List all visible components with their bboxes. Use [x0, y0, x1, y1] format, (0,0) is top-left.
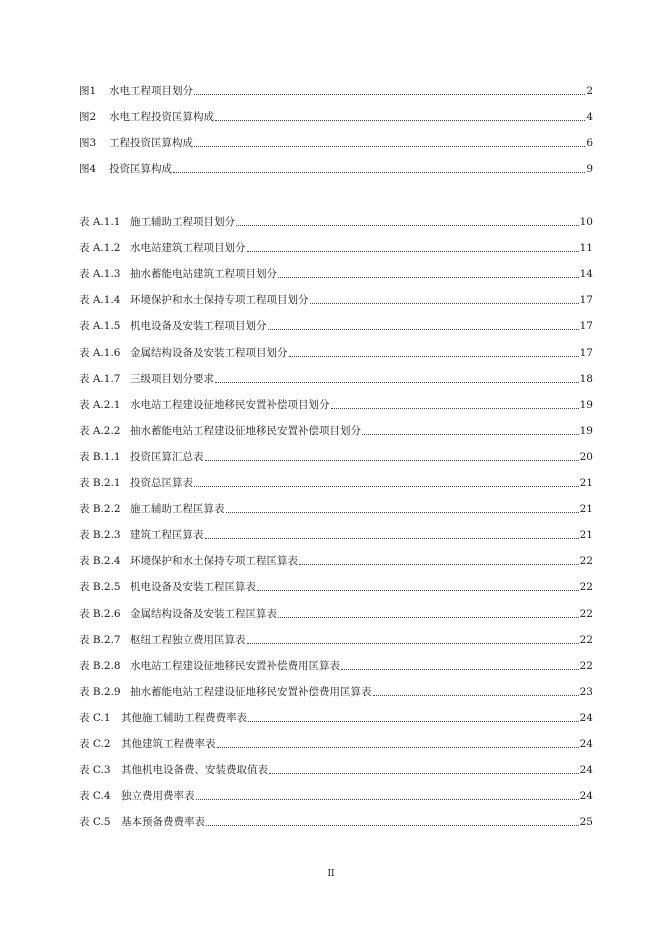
table-page-number: 19: [579, 399, 593, 411]
table-page-number: 25: [579, 816, 593, 828]
dot-leader: [331, 408, 579, 409]
table-title: 抽水蓄能电站建筑工程项目划分: [130, 268, 277, 280]
figure-title: 投资匡算构成: [109, 163, 172, 175]
table-title: 环境保护和水土保持专项工程项目划分: [130, 294, 309, 306]
dot-leader: [194, 94, 585, 95]
table-label: 表 B.2.9: [79, 686, 121, 698]
table-entry[interactable]: [79, 474, 593, 490]
dot-leader: [257, 590, 579, 591]
figure-label: 图2: [79, 111, 97, 123]
dot-leader: [226, 512, 579, 513]
table-entry[interactable]: [79, 605, 593, 621]
table-entry[interactable]: [79, 396, 593, 412]
table-entry[interactable]: [79, 344, 593, 360]
figure-page-number: 2: [586, 85, 593, 97]
table-page-number: 14: [579, 268, 593, 280]
table-page-number: 22: [579, 581, 593, 593]
table-entry[interactable]: [79, 813, 593, 829]
dot-leader: [194, 486, 579, 487]
figure-entry[interactable]: [79, 160, 593, 176]
table-page-number: 22: [579, 660, 593, 672]
dot-leader: [215, 120, 585, 121]
table-entry[interactable]: [79, 631, 593, 647]
table-page-number: 17: [579, 347, 593, 359]
table-page-number: 24: [579, 712, 593, 724]
dot-leader: [299, 564, 579, 565]
table-title: 金属结构设备及安装工程项目划分: [130, 347, 288, 359]
table-entry[interactable]: [79, 735, 593, 751]
dot-leader: [373, 695, 579, 696]
table-entry[interactable]: [79, 448, 593, 464]
table-title: 投资匡算汇总表: [130, 451, 204, 463]
dot-leader: [205, 460, 579, 461]
table-title: 枢纽工程独立费用匡算表: [130, 634, 246, 646]
figure-label: 图1: [79, 85, 97, 97]
table-page-number: 10: [579, 216, 593, 228]
dot-leader: [173, 172, 585, 173]
table-label: 表 A.1.5: [79, 320, 121, 332]
table-label: 表 C.2: [79, 738, 111, 750]
dot-leader: [236, 225, 579, 226]
table-title: 抽水蓄能电站工程建设征地移民安置补偿项目划分: [130, 425, 361, 437]
table-label: 表 B.2.3: [79, 529, 121, 541]
dot-leader: [341, 669, 579, 670]
dot-leader: [247, 643, 579, 644]
table-entry[interactable]: [79, 370, 593, 386]
dot-leader: [269, 773, 579, 774]
table-label: 表 A.2.1: [79, 399, 121, 411]
dot-leader: [215, 382, 579, 383]
table-label: 表 A.2.2: [79, 425, 121, 437]
table-title: 机电设备及安装工程匡算表: [130, 581, 256, 593]
figure-label: 图4: [79, 163, 97, 175]
table-page-number: 24: [579, 738, 593, 750]
dot-leader: [268, 329, 579, 330]
table-page-number: 24: [579, 790, 593, 802]
table-page-number: 18: [579, 373, 593, 385]
dot-leader: [217, 747, 579, 748]
table-title: 独立费用费率表: [121, 790, 195, 802]
table-page-number: 17: [579, 294, 593, 306]
table-label: 表 B.2.7: [79, 634, 121, 646]
table-entry[interactable]: [79, 761, 593, 777]
figure-title: 水电工程投资匡算构成: [109, 111, 214, 123]
table-label: 表 B.2.1: [79, 477, 121, 489]
table-page-number: 17: [579, 320, 593, 332]
dot-leader: [196, 799, 579, 800]
table-page-number: 19: [579, 425, 593, 437]
table-label: 表 A.1.2: [79, 242, 121, 254]
table-title: 基本预备费费率表: [121, 816, 205, 828]
dot-leader: [289, 356, 579, 357]
table-entry[interactable]: [79, 500, 593, 516]
table-title: 机电设备及安装工程项目划分: [130, 320, 267, 332]
table-title: 水电站工程建设征地移民安置补偿费用匡算表: [130, 660, 340, 672]
dot-leader: [278, 617, 579, 618]
table-title: 其他机电设备费、安装费取值表: [121, 764, 268, 776]
table-label: 表 B.2.4: [79, 555, 121, 567]
table-label: 表 A.1.7: [79, 373, 121, 385]
dot-leader: [205, 538, 579, 539]
table-label: 表 A.1.6: [79, 347, 121, 359]
table-title: 三级项目划分要求: [130, 373, 214, 385]
dot-leader: [194, 146, 585, 147]
figure-entry[interactable]: [79, 82, 593, 98]
table-page-number: 20: [579, 451, 593, 463]
table-title: 环境保护和水土保持专项工程匡算表: [130, 555, 298, 567]
table-entry[interactable]: [79, 683, 593, 699]
table-entry[interactable]: [79, 787, 593, 803]
table-title: 其他建筑工程费率表: [121, 738, 216, 750]
table-entry[interactable]: [79, 552, 593, 568]
table-title: 水电站工程建设征地移民安置补偿项目划分: [130, 399, 330, 411]
table-entry[interactable]: [79, 578, 593, 594]
table-title: 金属结构设备及安装工程匡算表: [130, 608, 277, 620]
table-label: 表 C.1: [79, 712, 111, 724]
figure-label: 图3: [79, 137, 97, 149]
table-label: 表 C.4: [79, 790, 111, 802]
table-title: 建筑工程匡算表: [130, 529, 204, 541]
table-label: 表 B.2.8: [79, 660, 121, 672]
table-label: 表 C.3: [79, 764, 111, 776]
table-page-number: 22: [579, 555, 593, 567]
table-entry[interactable]: [79, 317, 593, 333]
table-label: 表 A.1.3: [79, 268, 121, 280]
table-page-number: 23: [579, 686, 593, 698]
table-page-number: 21: [579, 529, 593, 541]
table-title: 施工辅助工程匡算表: [130, 503, 225, 515]
table-entry[interactable]: [79, 265, 593, 281]
table-label: 表 B.1.1: [79, 451, 121, 463]
footer-page-number: II: [327, 869, 335, 879]
figure-page-number: 9: [586, 163, 593, 175]
table-entry[interactable]: [79, 239, 593, 255]
table-page-number: 22: [579, 634, 593, 646]
table-entry[interactable]: [79, 709, 593, 725]
table-label: 表 B.2.6: [79, 608, 121, 620]
table-page-number: 11: [579, 242, 593, 254]
table-title: 水电站建筑工程项目划分: [130, 242, 246, 254]
table-title: 施工辅助工程项目划分: [130, 216, 235, 228]
table-label: 表 C.5: [79, 816, 111, 828]
dot-leader: [278, 277, 579, 278]
table-page-number: 22: [579, 608, 593, 620]
table-page-number: 24: [579, 764, 593, 776]
table-label: 表 A.1.1: [79, 216, 121, 228]
table-entry[interactable]: [79, 422, 593, 438]
figure-page-number: 4: [586, 111, 593, 123]
table-entry[interactable]: [79, 291, 593, 307]
table-entry[interactable]: [79, 526, 593, 542]
figure-entry[interactable]: [79, 134, 593, 150]
table-label: 表 B.2.2: [79, 503, 121, 515]
table-label: 表 A.1.4: [79, 294, 121, 306]
table-title: 其他施工辅助工程费费率表: [121, 712, 247, 724]
dot-leader: [206, 825, 579, 826]
table-page-number: 21: [579, 503, 593, 515]
figure-page-number: 6: [586, 137, 593, 149]
figure-entry[interactable]: [79, 108, 593, 124]
figure-title: 工程投资匡算构成: [109, 137, 193, 149]
dot-leader: [310, 303, 579, 304]
table-page-number: 21: [579, 477, 593, 489]
dot-leader: [248, 721, 579, 722]
table-entry[interactable]: [79, 657, 593, 673]
dot-leader: [247, 251, 579, 252]
table-entry[interactable]: [79, 213, 593, 229]
table-title: 抽水蓄能电站工程建设征地移民安置补偿费用匡算表: [130, 686, 372, 698]
dot-leader: [362, 434, 579, 435]
table-label: 表 B.2.5: [79, 581, 121, 593]
figure-title: 水电工程项目划分: [109, 85, 193, 97]
table-title: 投资总匡算表: [130, 477, 193, 489]
